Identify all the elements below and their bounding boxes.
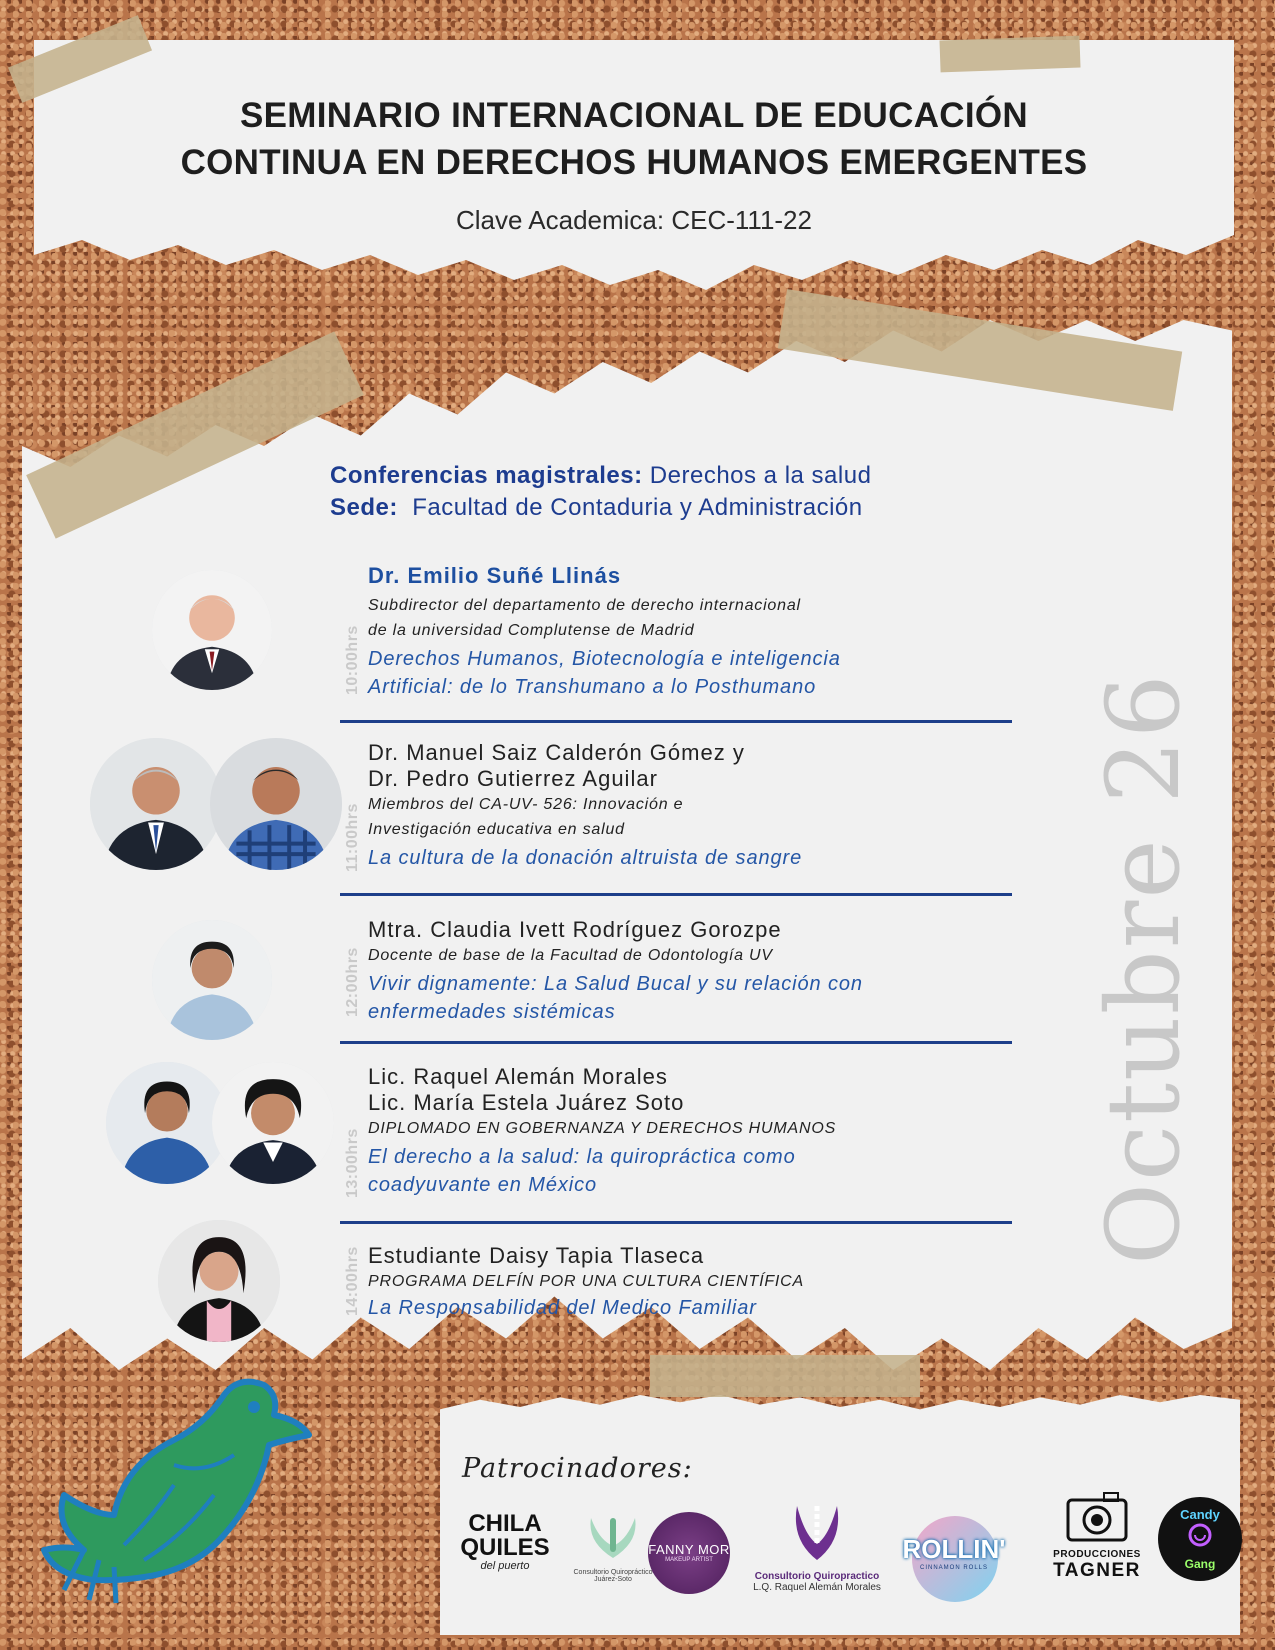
speaker-role: DIPLOMADO EN GOBERNANZA Y DERECHOS HUMANOS — [368, 1120, 837, 1137]
academic-code: Clave Academica: CEC-111-22 — [456, 205, 812, 235]
speaker-role: Docente de base de la Facultad de Odontología UV — [368, 947, 773, 964]
dove-logo — [24, 1345, 344, 1615]
spine-icon — [787, 1500, 847, 1566]
talk-title: El derecho a la salud: la quiropráctica como — [368, 1146, 796, 1168]
lollipop-icon — [1185, 1522, 1215, 1552]
talk-item — [368, 917, 1008, 1026]
divider — [340, 720, 1012, 723]
speaker-photo — [152, 570, 272, 690]
speaker-photo — [90, 738, 222, 870]
sponsors-label: Patrocinadores: — [462, 1453, 693, 1484]
speaker-name: Lic. Raquel Alemán Morales — [368, 1064, 668, 1089]
speaker-role: PROGRAMA DELFÍN POR UNA CULTURA CIENTÍFICA — [368, 1273, 805, 1290]
sponsor-aleman-text: L.Q. Raquel Alemán Morales — [753, 1582, 881, 1593]
talk-item — [368, 1064, 1008, 1199]
conferences-line — [330, 462, 871, 490]
speaker-name: Dr. Emilio Suñé Llinás — [368, 563, 622, 588]
speaker-photo — [210, 738, 342, 870]
sponsor-chilaquiles-tag: del puerto — [480, 1560, 530, 1572]
venue-line — [330, 494, 863, 522]
speaker-photo — [152, 920, 272, 1040]
speaker-photo — [158, 1220, 280, 1342]
talk-title: La cultura de la donación altruista de sangre — [368, 847, 803, 869]
talk-time: 10:00hrs — [344, 625, 361, 695]
camera-icon — [1064, 1490, 1130, 1544]
sponsor-rollin-logo — [894, 1510, 1014, 1610]
tape — [939, 36, 1080, 73]
sponsor-chilaquiles-name: CHILA — [468, 1510, 542, 1537]
speaker-role: Subdirector del departamento de derecho internacional — [368, 597, 801, 614]
divider — [340, 893, 1012, 896]
divider — [340, 1221, 1012, 1224]
speaker-role: Miembros del CA-UV- 526: Innovación e — [368, 796, 684, 813]
sponsor-fanny-name: FANNY MOR — [648, 1542, 730, 1557]
page-title: SEMINARIO INTERNACIONAL DE EDUCACIÓN CONTINUA EN DERECHOS HUMANOS EMERGENTES — [180, 96, 1088, 182]
talk-title: enfermedades sistémicas — [368, 1001, 616, 1023]
sponsor-aleman-logo — [742, 1500, 892, 1593]
talk-title: Vivir dignamente: La Salud Bucal y su relación con — [368, 973, 863, 995]
talk-title: Derechos Humanos, Biotecnología e inteligencia — [368, 648, 841, 670]
talk-title: Artificial: de lo Transhumano a lo Posthumano — [368, 676, 817, 698]
sponsor-juarez-text: Juárez-Soto — [594, 1576, 632, 1583]
event-date: Octubre 26 — [1085, 672, 1202, 1265]
sponsor-candy-logo — [1158, 1497, 1242, 1581]
sponsor-candy-name: Candy — [1180, 1507, 1220, 1522]
talk-time: 13:00hrs — [344, 1128, 361, 1198]
sponsor-tagner-logo — [1052, 1490, 1142, 1582]
sponsor-chilaquiles-logo — [455, 1512, 555, 1572]
sponsor-candy-name: Gang — [1184, 1557, 1216, 1571]
speaker-name: Dr. Pedro Gutierrez Aguilar — [368, 766, 658, 791]
sponsor-tagner-text: PRODUCCIONES — [1053, 1549, 1141, 1560]
tape — [650, 1355, 920, 1397]
sponsor-rollin-tag: CINNAMON ROLLS — [919, 1565, 988, 1571]
talk-time: 12:00hrs — [344, 947, 361, 1017]
sponsor-aleman-text: Consultorio Quiropractico — [754, 1571, 880, 1582]
talk-item — [368, 740, 1008, 872]
speaker-name: Mtra. Claudia Ivett Rodríguez Gorozpe — [368, 917, 782, 942]
sponsor-juarez-text: Consultorio Quiropráctico — [573, 1569, 653, 1576]
sponsor-tagner-name: TAGNER — [1053, 1560, 1141, 1581]
talk-item — [368, 1243, 1008, 1322]
speaker-name: Estudiante Daisy Tapia Tlaseca — [368, 1243, 705, 1268]
venue-value: Facultad de Contaduria y Administración — [412, 494, 863, 521]
conferences-label: Conferencias magistrales: — [330, 462, 643, 489]
talk-item — [368, 563, 1008, 701]
sponsor-fanny-tag: MAKEUP ARTIST — [665, 1557, 713, 1563]
divider — [340, 1041, 1012, 1044]
venue-label: Sede: — [330, 494, 398, 521]
speaker-role: Investigación educativa en salud — [368, 821, 625, 838]
speaker-photo — [212, 1062, 334, 1184]
sponsor-chilaquiles-name: QUILES — [460, 1534, 550, 1561]
speaker-name: Dr. Manuel Saiz Calderón Gómez y — [368, 740, 745, 765]
talk-time: 14:00hrs — [344, 1246, 361, 1316]
sponsor-rollin-name: ROLLIN' — [902, 1534, 1006, 1564]
speaker-photo — [106, 1062, 228, 1184]
speaker-role: de la universidad Complutense de Madrid — [368, 622, 695, 639]
spine-icon — [583, 1512, 643, 1564]
conferences-topic: Derechos a la salud — [649, 462, 872, 489]
speaker-name: Lic. María Estela Juárez Soto — [368, 1090, 685, 1115]
talk-title: La Responsabilidad del Medico Familiar — [368, 1297, 757, 1319]
sponsor-fanny-logo — [648, 1512, 730, 1594]
talk-time: 11:00hrs — [344, 803, 361, 872]
talk-title: coadyuvante en México — [368, 1174, 598, 1196]
